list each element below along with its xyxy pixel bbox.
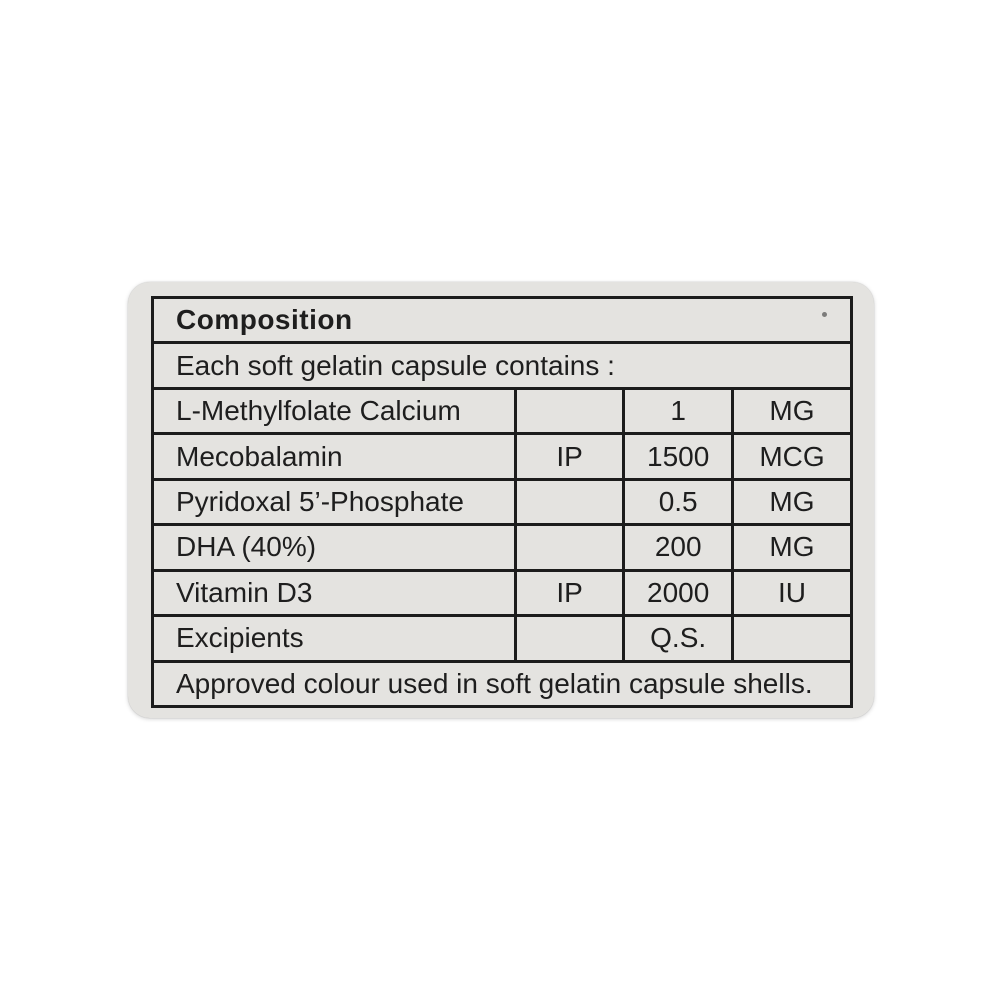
table-row-pyridoxal xyxy=(154,481,850,526)
ingredient-name: Excipients xyxy=(176,622,304,654)
ingredient-unit xyxy=(731,617,850,659)
table-row-subtitle xyxy=(154,344,850,389)
table-row-mecobalamin xyxy=(154,435,850,480)
ingredient-pharmacopoeia: IP xyxy=(514,572,623,614)
table-row-l-methylfolate xyxy=(154,390,850,435)
print-speck-artifact xyxy=(822,312,827,317)
table-row-vitamin-d3 xyxy=(154,572,850,617)
ingredient-value: 1500 xyxy=(622,435,731,477)
ingredient-value: 0.5 xyxy=(622,481,731,523)
ingredient-name: L-Methylfolate Calcium xyxy=(176,395,461,427)
ingredient-value: 200 xyxy=(622,526,731,568)
ingredient-pharmacopoeia xyxy=(514,617,623,659)
ingredient-value: Q.S. xyxy=(622,617,731,659)
ingredient-pharmacopoeia: IP xyxy=(514,435,623,477)
ingredient-unit: MG xyxy=(731,526,850,568)
ingredient-name: Vitamin D3 xyxy=(176,576,313,608)
approved-colour-text: Approved colour used in soft gelatin capsule shells. xyxy=(176,667,813,699)
ingredient-pharmacopoeia xyxy=(514,481,623,523)
capsule-contains-text: Each soft gelatin capsule contains : xyxy=(176,349,615,381)
composition-title: Composition xyxy=(176,304,353,336)
ingredient-pharmacopoeia xyxy=(514,526,623,568)
ingredient-value: 1 xyxy=(622,390,731,432)
ingredient-value: 2000 xyxy=(622,572,731,614)
ingredient-unit: MG xyxy=(731,481,850,523)
table-row-composition-header xyxy=(154,299,850,344)
ingredient-unit: MG xyxy=(731,390,850,432)
ingredient-name: Pyridoxal 5’-Phosphate xyxy=(176,485,464,517)
ingredient-unit: MCG xyxy=(731,435,850,477)
ingredient-unit: IU xyxy=(731,572,850,614)
composition-table xyxy=(151,296,853,708)
ingredient-pharmacopoeia xyxy=(514,390,623,432)
table-row-footer xyxy=(154,663,850,705)
table-row-dha xyxy=(154,526,850,571)
table-row-excipients xyxy=(154,617,850,662)
ingredient-name: Mecobalamin xyxy=(176,440,343,472)
ingredient-name: DHA (40%) xyxy=(176,531,317,563)
composition-label-card xyxy=(128,282,874,718)
